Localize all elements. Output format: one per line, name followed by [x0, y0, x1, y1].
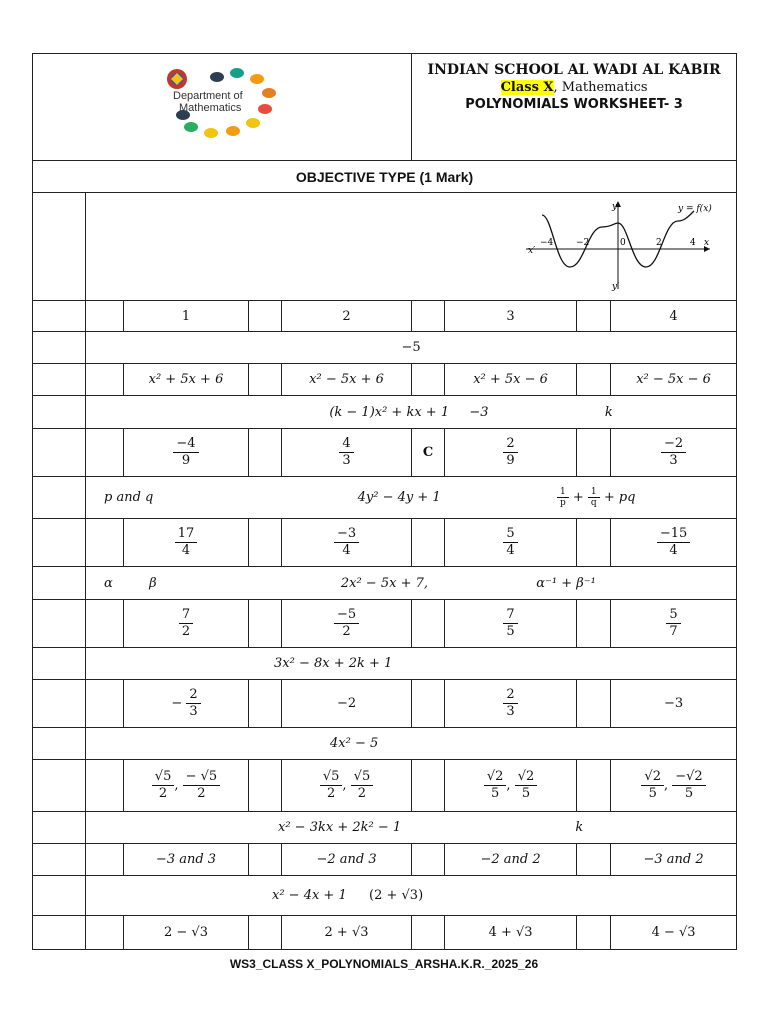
x-axis-label: x [704, 237, 710, 248]
title-cell [412, 54, 737, 161]
logo-text-line2: Mathematics [179, 102, 242, 114]
y-axis-neg-label: y′ [612, 281, 620, 292]
option-cell: 4 [611, 301, 737, 332]
option-cell: −3 [611, 680, 737, 728]
y-axis-label: y [612, 201, 618, 212]
option-cell: $\frac{√5}{2}$ , $\frac{√5}{2}$ [282, 760, 412, 812]
worksheet-title: POLYNOMIALS WORKSHEET- 3 [465, 97, 683, 112]
question-text: p and q 4y² − 4y + 1 $\frac{1}{p}$ + $\frac{1}{q}$ + pq [86, 477, 737, 519]
option-cell: −3 and 3 [124, 844, 249, 876]
option-cell: $\frac{7}{2}$ [124, 600, 249, 648]
option-cell: 2 − √3 [124, 916, 249, 950]
subject-label: , Mathematics [553, 80, 648, 95]
page-footer: WS3_CLASS X_POLYNOMIALS_ARSHA.K.R._2025_26 [229, 957, 539, 971]
q4-poly: 4y² − 4y + 1 [357, 490, 441, 505]
option-cell: $\frac{2}{9}$ [445, 429, 577, 477]
tick-label: −2 [576, 237, 590, 248]
question-text [86, 396, 737, 429]
question-text [86, 648, 737, 680]
q7-poly: 4x² − 5 [330, 736, 379, 751]
department-logo [157, 65, 287, 145]
school-name: INDIAN SCHOOL AL WADI AL KABIR [427, 62, 721, 78]
option-cell: $\frac{-2}{3}$ [611, 429, 737, 477]
q3-poly: (k − 1)x² + kx + 1 [329, 404, 450, 420]
x-axis-neg-label: x′ [528, 245, 536, 256]
logo-cell [33, 54, 412, 161]
graph-cell [86, 193, 737, 301]
option-cell: $\frac{-5}{2}$ [282, 600, 412, 648]
option-cell: 4 − √3 [611, 916, 737, 950]
option-cell: x² − 5x + 6 [282, 364, 412, 396]
question-text: −5 [86, 332, 737, 364]
option-cell: x² + 5x − 6 [445, 364, 577, 396]
q5-expr: α⁻¹ + β⁻¹ [536, 575, 596, 591]
option-cell: 1 [124, 301, 249, 332]
option-cell: $\frac{-4}{9}$ [124, 429, 249, 477]
option-cell: $\frac{17}{4}$ [124, 519, 249, 567]
q-number-cell [33, 193, 86, 301]
question-text [86, 876, 737, 916]
option-cell: $\frac{√2}{5}$ , $\frac{√2}{5}$ [445, 760, 577, 812]
question-text [86, 728, 737, 760]
tick-label: 4 [690, 237, 696, 248]
q9-poly: x² − 4x + 1 [272, 888, 347, 903]
option-letter: C [412, 429, 445, 477]
question-text [86, 812, 737, 844]
option-cell: x² + 5x + 6 [124, 364, 249, 396]
option-cell: $\frac{√5}{2}$ , $\frac{- √5}{2}$ [124, 760, 249, 812]
q5-alpha: α [104, 575, 113, 591]
question-text [86, 567, 737, 600]
class-label: Class X [500, 80, 554, 95]
option-cell: $\frac{5}{4}$ [445, 519, 577, 567]
option-cell: 2 [282, 301, 412, 332]
q5-beta: β [149, 575, 157, 591]
option-cell: −3 and 2 [611, 844, 737, 876]
option-cell: −2 and 2 [445, 844, 577, 876]
option-cell: $\frac{-3}{4}$ [282, 519, 412, 567]
option-cell: $\frac{2}{3}$ [445, 680, 577, 728]
option-cell: $\frac{7}{5}$ [445, 600, 577, 648]
section-title: OBJECTIVE TYPE (1 Mark) [33, 161, 737, 193]
tick-label: 0 [620, 237, 626, 248]
function-label: y = f(x) [678, 203, 712, 214]
option-cell: x² − 5x − 6 [611, 364, 737, 396]
option-cell: −2 [282, 680, 412, 728]
polynomial-graph [518, 197, 718, 293]
q5-poly: 2x² − 5x + 7, [340, 575, 428, 591]
option-cell: $\frac{4}{3}$ [282, 429, 412, 477]
option-cell: $\frac{5}{7}$ [611, 600, 737, 648]
q4-pq: p and q [104, 490, 154, 505]
option-cell: − $\frac{2}{3}$ [124, 680, 249, 728]
q8-poly: x² − 3kx + 2k² − 1 [278, 820, 402, 835]
worksheet-table [32, 53, 737, 950]
q8-var: k [575, 820, 584, 835]
q3-var: k [604, 404, 613, 420]
option-cell: 3 [445, 301, 577, 332]
q9-root: (2 + √3) [369, 888, 424, 903]
option-cell: 2 + √3 [282, 916, 412, 950]
option-cell: $\frac{-15}{4}$ [611, 519, 737, 567]
option-cell: $\frac{√2}{5}$ , $\frac{-√2}{5}$ [611, 760, 737, 812]
tick-label: −4 [540, 237, 554, 248]
logo-text-line1: Department of [173, 90, 243, 102]
q3-value: −3 [469, 404, 489, 420]
option-cell: 4 + √3 [445, 916, 577, 950]
option-cell: −2 and 3 [282, 844, 412, 876]
tick-label: 2 [656, 237, 662, 248]
q6-poly: 3x² − 8x + 2k + 1 [274, 656, 393, 671]
q4-expr-tail: + pq [603, 490, 636, 505]
worksheet-sheet [32, 53, 736, 950]
